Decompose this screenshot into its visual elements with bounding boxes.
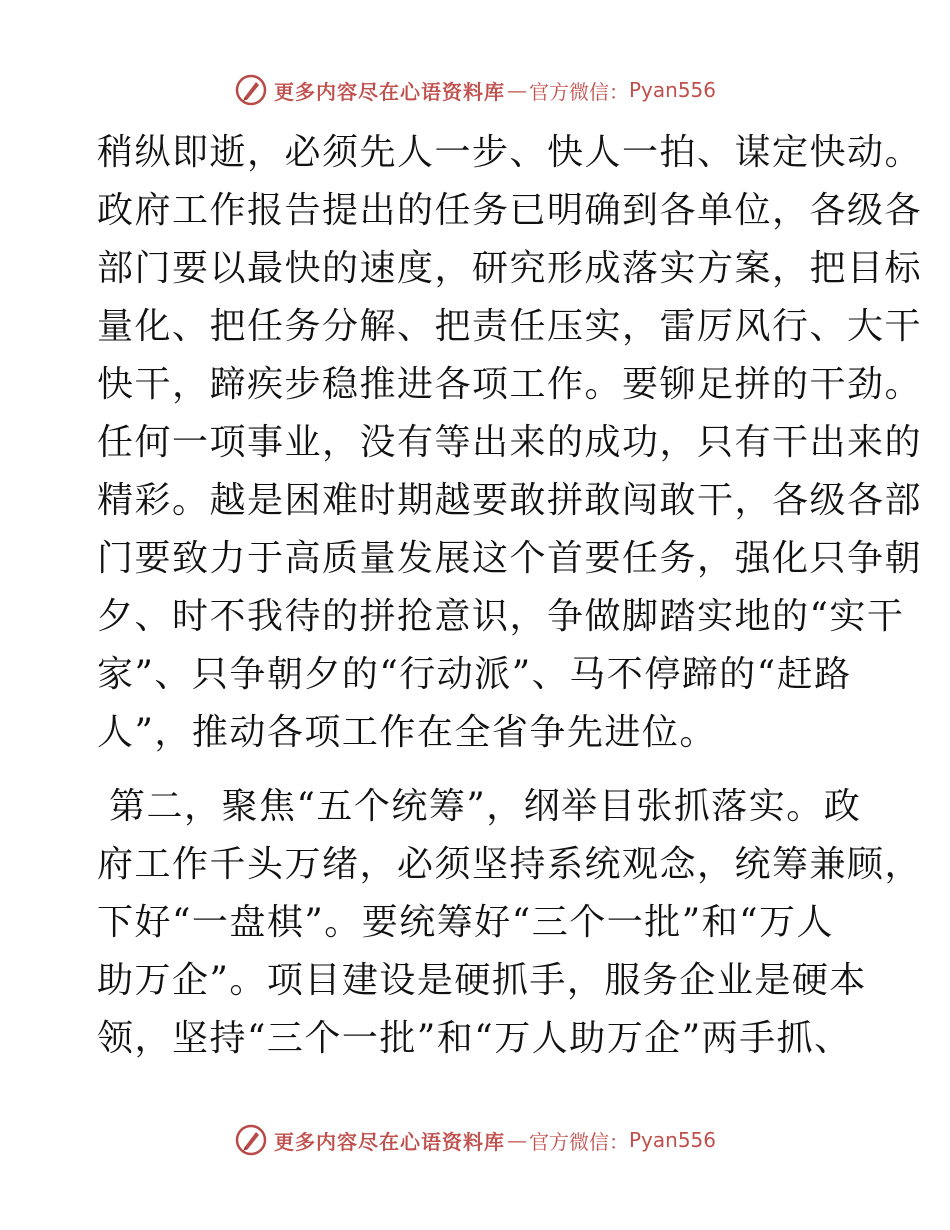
text-line: 家”、只争朝夕的“行动派”、马不停蹄的“赶路	[97, 654, 852, 695]
paragraph-2	[97, 778, 923, 1068]
wechat-id: Pyan556	[628, 78, 716, 102]
banner-dash: —	[506, 1128, 527, 1152]
wechat-label: 官方微信：	[528, 79, 629, 104]
text-line: 门要致力于高质量发展这个首要任务，强化只争朝	[97, 538, 923, 579]
text-line: 下好“一盘棋”。要统筹好“三个一批”和“万人	[97, 902, 835, 943]
text-line: 部门要以最快的速度，研究形成落实方案，把目标	[97, 248, 923, 289]
text-line: 府工作千头万绪，必须坚持系统观念，统筹兼顾，	[97, 844, 923, 885]
text-line: 任何一项事业，没有等出来的成功，只有干出来的	[97, 422, 923, 463]
header-watermark-banner	[0, 70, 950, 110]
wechat-label: 官方微信：	[528, 1129, 629, 1154]
wechat-id: Pyan556	[628, 1128, 716, 1152]
text-line: 精彩。越是困难时期越要敢拼敢闯敢干，各级各部	[97, 480, 923, 521]
document-body	[97, 124, 923, 1068]
quill-pen-logo-icon	[234, 1123, 268, 1157]
text-line: 领，坚持“三个一批”和“万人助万企”两手抓、	[97, 1018, 852, 1059]
text-line: 第二，聚焦“五个统筹”，纲举目张抓落实。政	[109, 786, 862, 827]
footer-watermark-banner	[0, 1120, 950, 1160]
quill-pen-logo-icon	[234, 73, 268, 107]
text-line: 稍纵即逝，必须先人一步、快人一拍、谋定快动。	[97, 132, 923, 173]
paragraph-1	[97, 124, 923, 762]
text-line: 量化、把任务分解、把责任压实，雷厉风行、大干	[97, 306, 923, 347]
site-name: 更多内容尽在心语资料库	[273, 1129, 505, 1154]
text-line: 快干，蹄疾步稳推进各项工作。要铆足拼的干劲。	[97, 364, 923, 405]
text-line: 夕、时不我待的拼抢意识，争做脚踏实地的“实干	[97, 596, 905, 637]
text-line: 政府工作报告提出的任务已明确到各单位，各级各	[97, 190, 923, 231]
text-line: 人”，推动各项工作在全省争先进位。	[97, 712, 717, 753]
banner-dash: —	[506, 78, 527, 102]
site-name: 更多内容尽在心语资料库	[273, 79, 505, 104]
text-line: 助万企”。项目建设是硬抓手，服务企业是硬本	[97, 960, 867, 1001]
